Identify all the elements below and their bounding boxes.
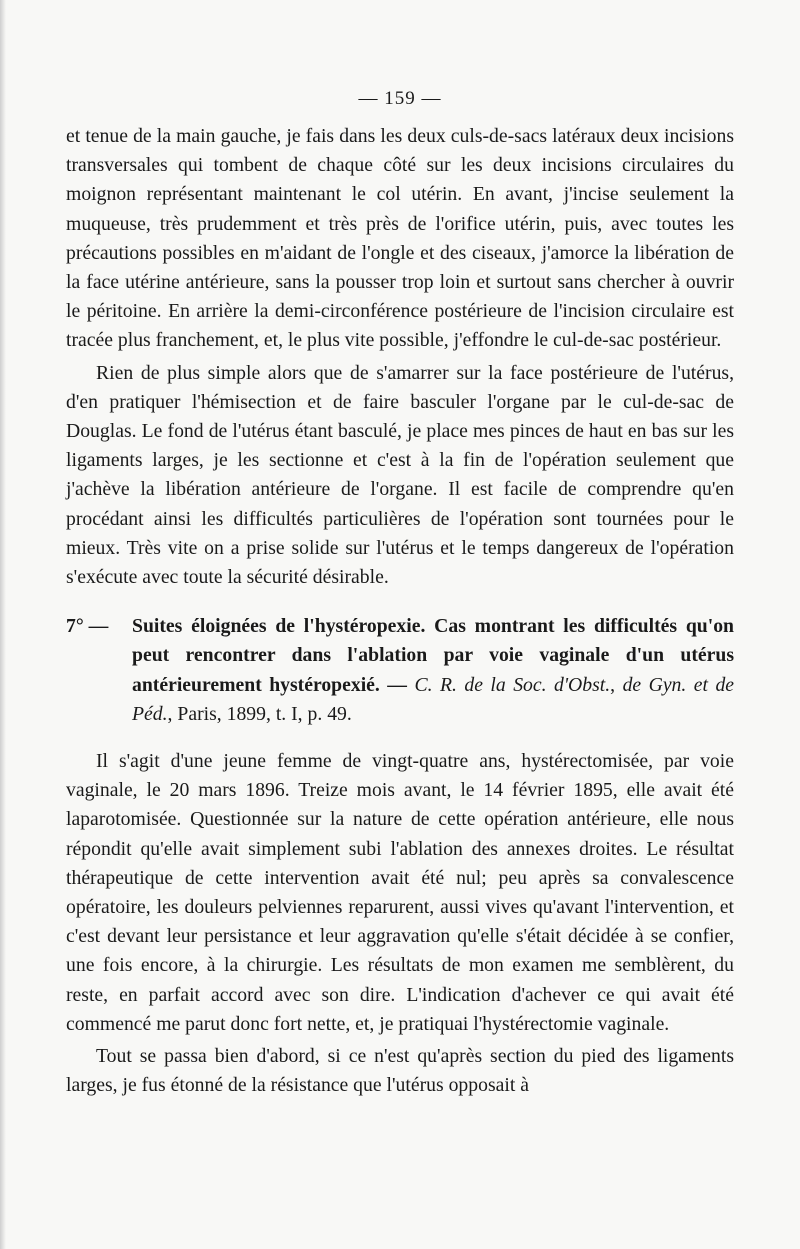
page-number: — 159 — (358, 88, 442, 109)
paragraph-3: Il s'agit d'une jeune femme de vingt-quatre ans, hystérectomisée, par voie vaginale, le 20 mars 1896. Treize mois avant, le 14 février 1895, elle avait été laparotomisée. Questionnée sur la nature de cette opération antérieure, elle nous répondit qu'elle avait simplement subi l'ablation des annexes droites. Le résultat thérapeutique de cette intervention avait été nul; peu après sa convalescence opératoire, les douleurs pelviennes reparurent, aussi vives qu'avant l'intervention, et c'est devant leur persistance et leur aggravation qu'elle s'était décidée à se confier, une fois encore, à la chirurgie. Les résultats de mon examen me semblèrent, du reste, en parfait accord avec son dire. L'indication d'achever ce qui avait été commencé me parut donc fort nette, et, je pratiquai l'hystérectomie vaginale. (66, 750, 734, 1035)
numbered-item-7 (66, 612, 734, 729)
reference-details: , Paris, 1899, t. I, p. 49. (167, 702, 352, 725)
reference-separator: , (610, 673, 616, 696)
reference-journal-cont: de Gyn. et de Péd. (132, 673, 735, 725)
paragraph-4: Tout se passa bien d'abord, si ce n'est qu'après section du pied des ligaments larges, je fus étonné de la résistance que l'utérus opposait à (66, 1045, 734, 1097)
item-number: 7° — (66, 615, 109, 638)
paragraph-2: Rien de plus simple alors que de s'amarrer sur la face postérieure de l'utérus, d'en pratiquer l'hémisection et de faire basculer l'organe par le cul-de-sac de Douglas. Le fond de l'utérus étant basculé, je place mes pinces de haut en bas sur les ligaments larges, je les sectionne et c'est à la fin de l'opération seulement que j'achève la libération antérieure de l'organe. Il est facile de comprendre qu'en procédant ainsi les difficultés particulières de l'opération sont tournées pour le mieux. Très vite on a prise solide sur l'utérus et le temps dangereux de l'opération s'exécute avec toute la sécurité désirable. (66, 361, 734, 589)
paragraph-1: et tenue de la main gauche, je fais dans les deux culs-de-sacs latéraux deux incisions transversales qui tombent de chaque côté sur les deux incisions circulaires du moignon représentant maintenant le col utérin. En avant, j'incise seulement la muqueuse, très prudemment et très près de l'orifice utérin, puis, avec toutes les précautions possibles en m'aidant de l'ongle et des ciseaux, j'amorce la libération de la face utérine antérieure, sans la pousser trop loin et surtout sans chercher à ouvrir le péritoine. En arrière la demi-circonférence postérieure de l'incision circulaire est tracée plus franchement, et, le plus vite possible, j'effondre le cul-de-sac postérieur. (66, 125, 734, 352)
page-body (66, 122, 734, 1101)
item-title: Suites éloignées de l'hystéropexie. Cas montrant les difficultés qu'on peut rencontrer dans l'ablation par voie vaginale d'un utérus antérieurement hystéropexié. — (132, 615, 734, 696)
reference-journal: C. R. de la Soc. d'Obst. (414, 673, 611, 696)
